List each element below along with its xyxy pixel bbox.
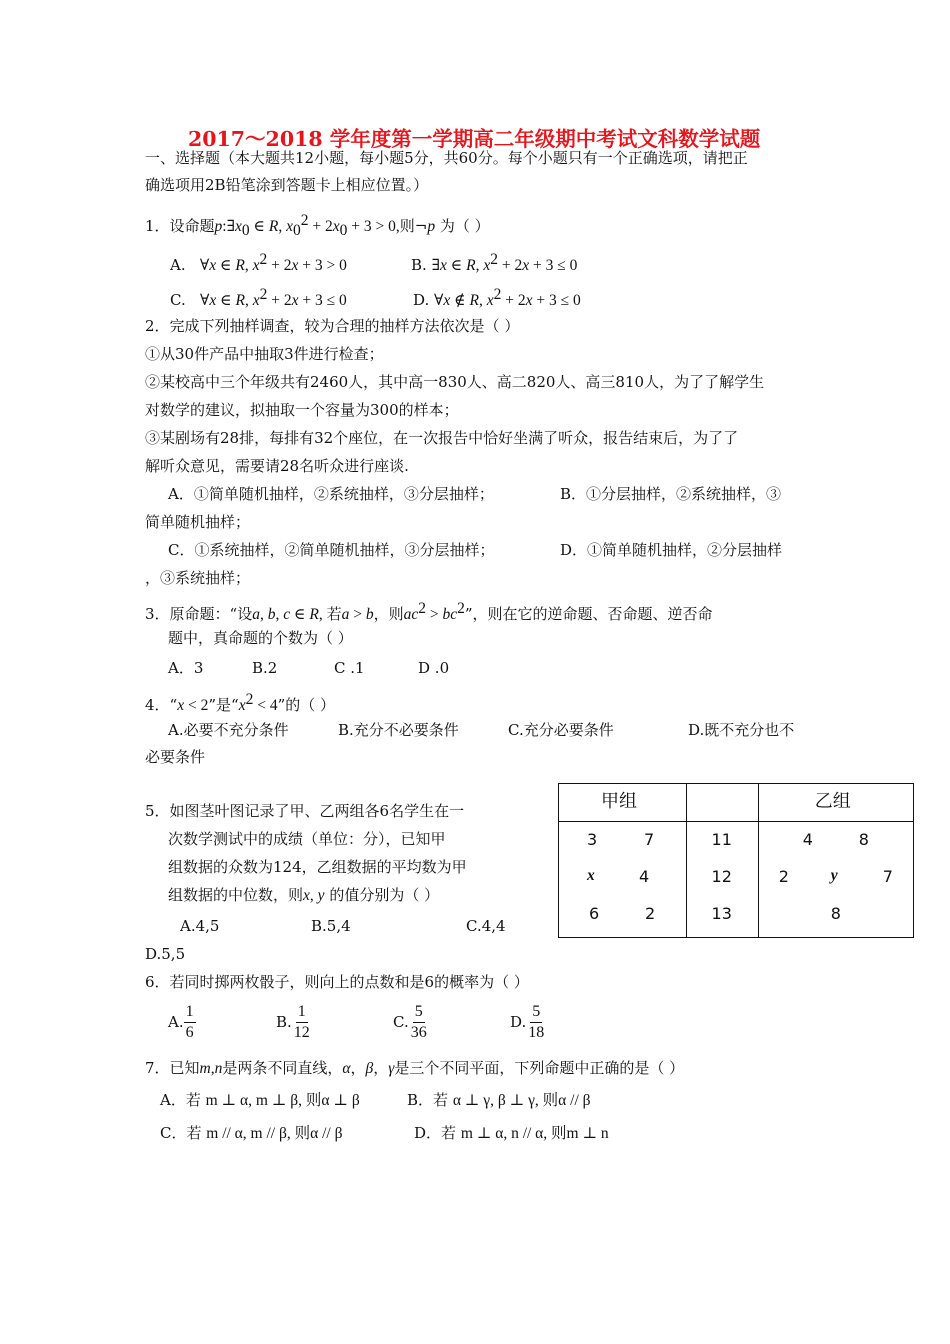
- table-header-right: [758, 784, 913, 822]
- option-label: D．若: [414, 1124, 457, 1142]
- question-6-stem: 6．若同时掷两枚骰子，则向上的点数和是6的概率为（ ）: [145, 973, 529, 991]
- question-2-option-d: D．①简单随机抽样，②分层抽样: [560, 541, 783, 559]
- question-5-option-b: B.5,4: [311, 917, 351, 935]
- leaf: 8: [858, 830, 869, 849]
- question-4-option-d-cont: 必要条件: [145, 748, 206, 766]
- question-3-stem: 3．原命题：“设a, b, c ∈ R, 若a > b，则$ac^2 > bc^2$”，则在它的逆命题、否命题、逆否命: [145, 600, 713, 623]
- table-stems: [686, 822, 758, 938]
- leaf-variable-x: x: [587, 867, 595, 884]
- question-5-text: 的值分别为（ ）: [329, 886, 440, 904]
- option-label: D.: [413, 291, 430, 309]
- stem-value: 13: [711, 904, 732, 923]
- leaf: 2: [645, 904, 656, 923]
- fraction: [292, 1002, 312, 1043]
- question-3-text: ，则: [373, 605, 404, 623]
- question-2-item: 解听众意见，需要请28名听众进行座谈.: [145, 457, 409, 475]
- denominator: 6: [185, 1024, 194, 1041]
- question-3-text: ”，则在它的逆命题、否命题、逆否命: [464, 605, 713, 623]
- question-2-option-c: C．①系统抽样，②简单随机抽样，③分层抽样；: [168, 541, 495, 559]
- numerator: 1: [296, 1002, 308, 1023]
- question-1-stem: 1．设命题$p:\exists x_0$ ∈ R, $x_0^2 + 2x_0 + 3 > 0$,则¬p 为（ ）: [145, 212, 490, 239]
- stem-value: 12: [711, 867, 732, 886]
- option-label: D.: [510, 1013, 527, 1031]
- question-3-option-d: D .0: [418, 659, 450, 677]
- question-5-line: 组数据的中位数，则x, y 的值分别为（ ）: [168, 886, 440, 904]
- numerator: 1: [184, 1002, 196, 1023]
- question-2-option-b: B．①分层抽样，②系统抽样，③: [560, 485, 782, 503]
- option-label: B．若: [407, 1091, 449, 1109]
- question-4-option-d: D.既不充分也不: [688, 721, 795, 739]
- question-2-option-b-cont: 简单随机抽样；: [145, 513, 251, 531]
- stem-leaf-table: [558, 783, 914, 938]
- question-7-option-d: [414, 1120, 609, 1147]
- leaf: 8: [830, 904, 841, 923]
- question-4-text: ”是“: [208, 696, 239, 714]
- question-3-option-b: B.2: [252, 659, 278, 677]
- fraction: [526, 1002, 546, 1043]
- question-4-stem: 4．“x < 2”是“$x^2 < 4$”的（ ）: [145, 691, 336, 714]
- question-1-suffix: 为（ ）: [439, 217, 490, 235]
- option-expression: m // α, m // β, 则α // β: [206, 1125, 343, 1142]
- question-5-line: 组数据的众数为124，乙组数据的平均数为甲: [168, 858, 467, 876]
- question-1-formula: p: [214, 218, 223, 235]
- question-7-text: 是两条不同直线，: [222, 1059, 343, 1077]
- option-label: A．若: [160, 1091, 201, 1109]
- question-2-item: ①从30件产品中抽取3件进行检查；: [145, 345, 384, 363]
- leaf: 7: [644, 830, 655, 849]
- question-4-text: 4．“: [145, 696, 178, 714]
- question-5-text: 组数据的中位数，则: [168, 886, 304, 904]
- question-3-option-a: A．3: [168, 659, 204, 677]
- question-4-option-a: A.必要不充分条件: [168, 721, 289, 739]
- denominator: 36: [410, 1024, 427, 1041]
- question-7-option-c: [160, 1120, 342, 1147]
- question-1-option-d: D. ∀x ∉ R, $x^2 + 2x + 3 \le 0$: [413, 286, 581, 309]
- question-5-line: 5．如图茎叶图记录了甲、乙两组各6名学生在一: [145, 802, 465, 820]
- fraction: [184, 1002, 196, 1043]
- question-6-option-a: [168, 1002, 196, 1043]
- numerator: 5: [413, 1002, 425, 1023]
- question-4-option-b: B.充分不必要条件: [338, 721, 459, 739]
- leaf: 4: [802, 830, 813, 849]
- question-6-option-c: [393, 1002, 429, 1043]
- question-2-item: 对数学的建议，拟抽取一个容量为300的样本；: [145, 401, 459, 419]
- question-1-prefix: 1．设命题: [145, 217, 215, 235]
- leaf: 2: [778, 867, 789, 886]
- fraction: [409, 1002, 429, 1043]
- question-7-text: 7．已知: [145, 1059, 200, 1077]
- question-2-item: ③某剧场有28排，每排有32个座位，在一次报告中恰好坐满了听众，报告结束后，为了了: [145, 429, 739, 447]
- question-6-option-d: [510, 1002, 546, 1043]
- denominator: 18: [528, 1024, 545, 1041]
- option-label: A.: [168, 1013, 184, 1031]
- question-2-item: ②某校高中三个年级共有2460人，其中高一830人、高二820人、高三810人，为了了解学生: [145, 373, 765, 391]
- table-right-leaves: [758, 822, 913, 938]
- group-a-label: 甲组: [601, 791, 637, 812]
- question-5-option-c: C.4,4: [466, 917, 506, 935]
- option-label: B.: [276, 1013, 292, 1031]
- question-3-option-c: C .1: [334, 659, 365, 677]
- question-7-text: 是三个不同平面，下列命题中正确的是（ ）: [394, 1059, 685, 1077]
- option-label: A.: [170, 256, 186, 274]
- table-header-left: [559, 784, 687, 822]
- option-label: B.: [411, 256, 427, 274]
- numerator: 5: [530, 1002, 542, 1023]
- question-4-text: ”的（ ）: [277, 696, 336, 714]
- table-header-stem: [686, 784, 758, 822]
- denominator: 12: [293, 1024, 310, 1041]
- question-3-text: 3．原命题：“设: [145, 605, 253, 623]
- leaf: 6: [589, 904, 600, 923]
- option-label: C.: [170, 291, 186, 309]
- page-title: 2017～2018 学年度第一学期高二年级期中考试文科数学试题: [188, 127, 761, 151]
- question-7-stem: 7．已知m,n是两条不同直线，α，β，γ是三个不同平面，下列命题中正确的是（ ）: [145, 1059, 685, 1077]
- stem-value: 11: [711, 830, 732, 849]
- option-expression: α ⊥ γ, β ⊥ γ, 则α // β: [452, 1092, 591, 1109]
- question-6-option-b: [276, 1002, 312, 1043]
- question-1-option-c: C. ∀x ∈ R, $x^2 + 2x + 3 \le 0$: [170, 286, 347, 309]
- question-5-line: 次数学测试中的成绩（单位：分），已知甲: [168, 830, 446, 848]
- option-expression: m ⊥ α, m ⊥ β, 则α ⊥ β: [205, 1092, 360, 1109]
- question-5-option-d: D.5,5: [145, 945, 186, 963]
- leaf: 4: [639, 867, 650, 886]
- table-left-leaves: [559, 822, 687, 938]
- option-label: C.: [393, 1013, 409, 1031]
- question-2-option-d-cont: ，③系统抽样；: [145, 569, 251, 587]
- question-7-option-a: [160, 1087, 360, 1114]
- section-instructions-line2: 确选项用2B铅笔涂到答题卡上相应位置。）: [145, 176, 429, 194]
- question-7-option-b: [407, 1087, 591, 1114]
- option-label: C．若: [160, 1124, 202, 1142]
- section-instructions-line1: 一、选择题（本大题共12小题，每小题5分，共60分。每个小题只有一个正确选项，请把正: [145, 149, 748, 167]
- question-2-stem: 2．完成下列抽样调查，较为合理的抽样方法依次是（ ）: [145, 317, 520, 335]
- option-expression: m ⊥ α, n // α, 则m ⊥ n: [460, 1125, 609, 1142]
- leaf: 3: [587, 830, 598, 849]
- question-4-option-c: C.充分必要条件: [508, 721, 614, 739]
- leaf: 7: [882, 867, 893, 886]
- group-b-label: 乙组: [814, 791, 851, 812]
- question-5-option-a: A.4,5: [180, 917, 220, 935]
- question-1-option-b: B. ∃x ∈ R, $x^2 + 2x + 3 \le 0$: [411, 251, 578, 274]
- question-1-option-a: A. ∀x ∈ R, $x^2 + 2x + 3 > 0$: [170, 251, 347, 274]
- leaf-variable-y: y: [830, 867, 838, 884]
- question-2-option-a: A．①简单随机抽样，②系统抽样，③分层抽样；: [168, 485, 494, 503]
- question-3-stem-cont: 题中，真命题的个数为（ ）: [168, 629, 353, 647]
